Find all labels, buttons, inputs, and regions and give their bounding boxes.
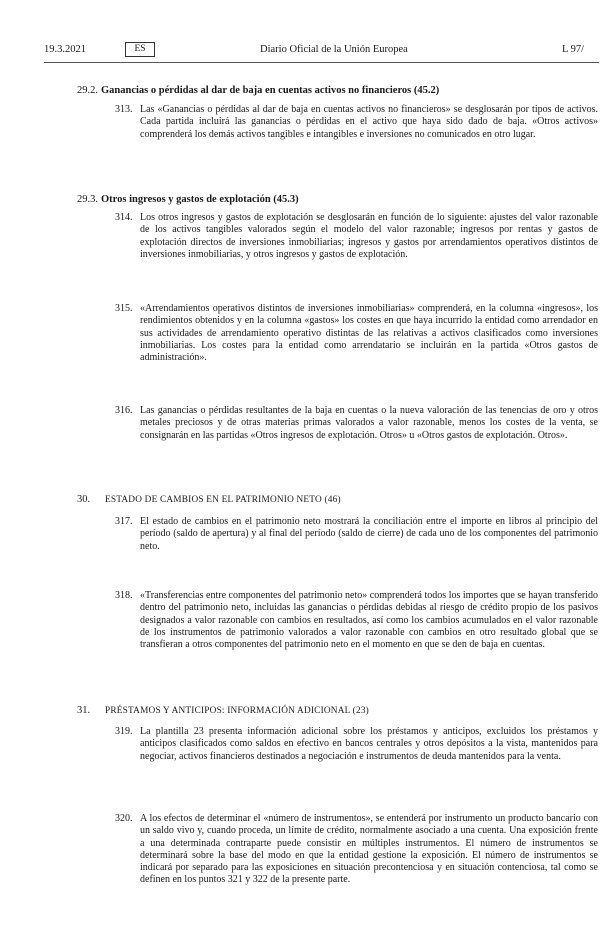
paragraph-text: Los otros ingresos y gastos de explotación se desglosarán en función de lo siguiente: ajustes del valor razonable de los activos tangibles valorados según el modelo del valor razonable; ingresos por rentas y gastos de explotación directos de inversiones inmobiliarias; ingresos y gastos por arrendamientos operativos distintos de inversiones inmobiliarias, y otros ingresos y gastos de explotación. <box>140 212 598 260</box>
paragraph-number: 317. <box>115 516 133 527</box>
paragraph-number: 319. <box>115 726 133 737</box>
paragraph-text: El estado de cambios en el patrimonio neto mostrará la conciliación entre el importe en libros al principio del período (saldo de apertura) y al final del período (saldo de cierre) de cada uno de los componentes del patrimonio neto. <box>140 516 598 552</box>
language-badge: ES <box>125 42 155 57</box>
paragraph-number: 316. <box>115 405 133 416</box>
paragraph-text: Las «Ganancias o pérdidas al dar de baja en cuentas activos no financieros» se desglosarán por tipos de activos. Cada partida incluirá las ganancias o pérdidas en el activo que haya sido dado de baja. «Otros activos» comprenderá los demás activos tangibles e intangibles e inversiones no comunicados en otro lugar. <box>140 104 598 140</box>
journal-title: Diario Oficial de la Unión Europea <box>260 44 408 55</box>
paragraph-text: A los efectos de determinar el «número de instrumentos», se entenderá por instrumento un producto bancario con un saldo vivo y, cuando proceda, un límite de crédito, normalmente asociado a una cuenta. Una exposición frente a una determinada contraparte puede consistir en múltiples instrumentos. El número de instrumentos se determinará sobre la base del modo en que la entidad gestione la exposición. El número de instrumentos se indicará por separado para las exposiciones en situación precontenciosa y en situación contenciosa, tal como se definen en los puntos 321 y 322 de la presente parte. <box>140 813 598 886</box>
paragraph-number: 315. <box>115 303 133 314</box>
section-number: 31. <box>77 705 91 716</box>
paragraph-text: Las ganancias o pérdidas resultantes de la baja en cuentas o la nueva valoración de las tenencias de oro y otros metales preciosos y de otras materias primas valorados a valor razonable, menos los costes de la venta, se consignarán en las partidas «Otros ingresos de explotación. Otros» u «Otros gastos de explotación. Otros». <box>140 405 598 441</box>
paragraph-text: La plantilla 23 presenta información adicional sobre los préstamos y anticipos, excluidos los préstamos y anticipos clasificados como saldos en efectivo en bancos centrales y otros depósitos a la vista, mantenidos para negociar, activos financieros destinados a negociación e instrumentos de deuda mantenidos para la venta. <box>140 726 598 762</box>
section-title: ESTADO DE CAMBIOS EN EL PATRIMONIO NETO (46) <box>105 495 341 505</box>
page-number: L 97/ <box>562 44 585 55</box>
header-date: 19.3.2021 <box>44 44 86 55</box>
page-header <box>44 42 600 58</box>
section-title: Otros ingresos y gastos de explotación (45.3) <box>101 194 299 205</box>
paragraph-number: 320. <box>115 813 133 824</box>
section-number: 29.2. <box>77 85 98 96</box>
paragraph-text: «Arrendamientos operativos distintos de inversiones inmobiliarias» comprenderá, en la columna «ingresos», los rendimientos obtenidos y en la columna «gastos» los costes en que haya incurrido la entidad como arrendador en sus actividades de arrendamiento operativo distintas de las relativas a activos clasificados como inversiones inmobiliarias. Los costes para la entidad como arrendatario se incluirán en la partida «Otros gastos de administración». <box>140 303 598 364</box>
paragraph-number: 318. <box>115 590 133 601</box>
paragraph-text: «Transferencias entre componentes del patrimonio neto» comprenderá todos los importes que se hayan transferido dentro del patrimonio neto, incluidas las ganancias o pérdidas debidas al riesgo de crédito propio de los pasivos designados a valor razonable con cambios en resultados, así como los cambios acumulados en el valor razonable de los instrumentos de patrimonio valorados a valor razonable con cambios en otro resultado global que se transfieran a otros componentes del patrimonio neto en el momento en que se den de baja en cuentas. <box>140 590 598 651</box>
paragraph-number: 313. <box>115 104 133 115</box>
section-title: Ganancias o pérdidas al dar de baja en cuentas activos no financieros (45.2) <box>101 85 440 96</box>
section-number: 29.3. <box>77 194 98 205</box>
paragraph-number: 314. <box>115 212 133 223</box>
section-title: PRÉSTAMOS Y ANTICIPOS: INFORMACIÓN ADICIONAL (23) <box>105 706 369 716</box>
section-number: 30. <box>77 494 91 505</box>
header-rule <box>44 62 599 63</box>
